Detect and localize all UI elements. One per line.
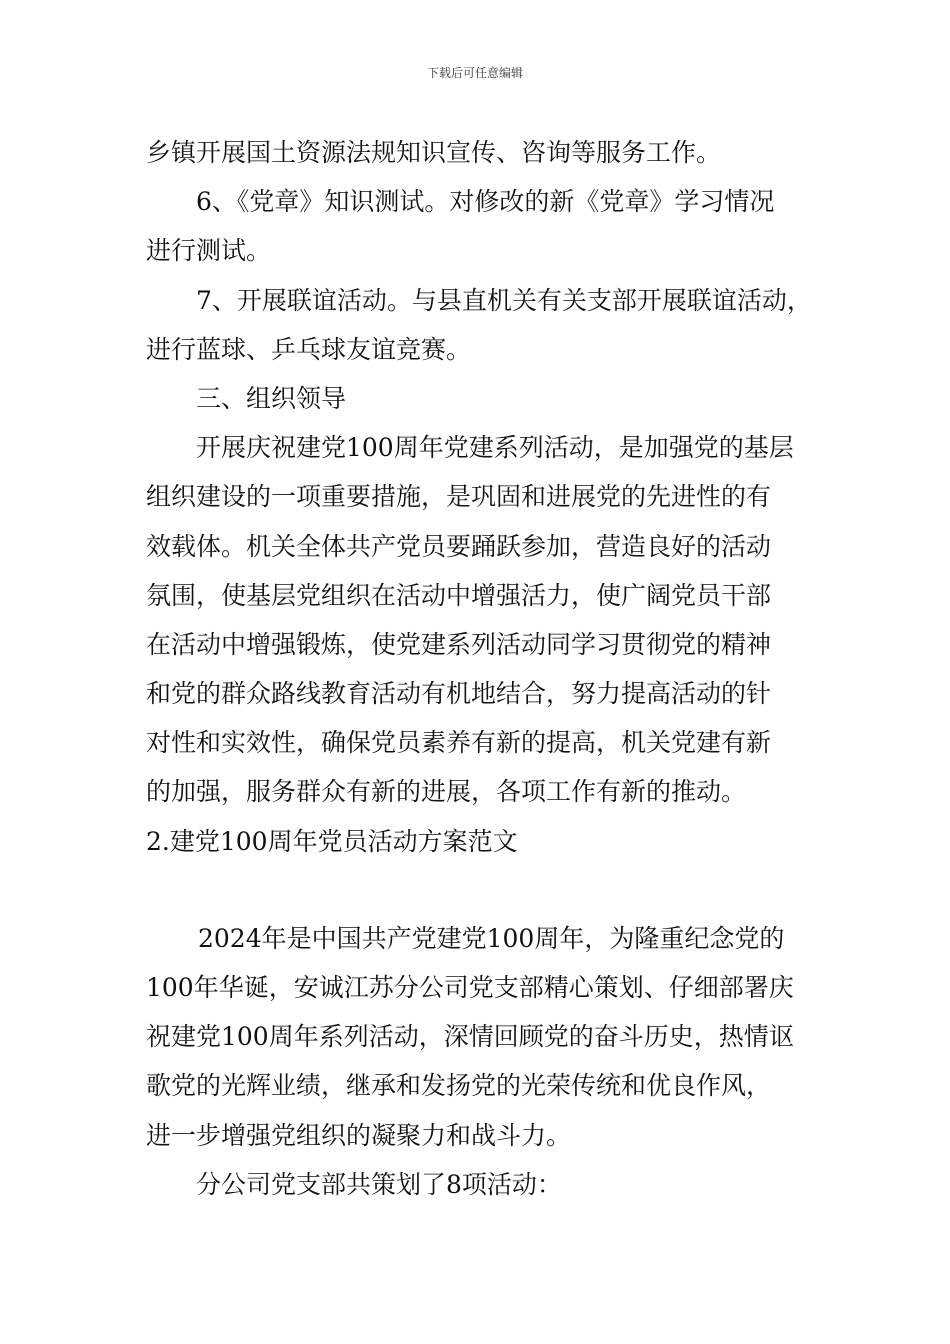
text-line: 祝建党100周年系列活动，深情回顾党的奋斗历史，热情讴 — [146, 1022, 794, 1052]
text-line: 进行蓝球、乒乓球友谊竞赛。 — [146, 334, 472, 364]
article-title: 2.建党100周年党员活动方案范文 — [146, 826, 518, 856]
spacer — [146, 866, 812, 914]
text-line: 的加强，服务群众有新的进展，各项工作有新的推动。 — [146, 777, 747, 807]
text-line: 对性和实效性，确保党员素养有新的提高，机关党建有新 — [146, 728, 772, 758]
section-heading: 三、组织领导 — [196, 383, 347, 413]
text-line: 歌党的光辉业绩，继承和发扬党的光荣传统和优良作风， — [146, 1071, 772, 1101]
text-line: 6、《党章》知识测试。对修改的新《党章》学习情况 — [196, 187, 775, 217]
text-line: 效载体。机关全体共产党员要踊跃参加，营造良好的活动 — [146, 531, 772, 561]
text-line: 100年华诞，安诚江苏分公司党支部精心策划、仔细部署庆 — [146, 973, 794, 1002]
text-line: 在活动中增强锻炼，使党建系列活动同学习贯彻党的精神 — [146, 629, 772, 659]
text-line: 乡镇开展国土资源法规知识宣传、咨询等服务工作。 — [146, 138, 722, 167]
text-line: 开展庆祝建党100周年党建系列活动，是加强党的基层 — [196, 433, 794, 463]
text-line: 7、开展联谊活动。与县直机关有关支部开展联谊活动， — [196, 285, 812, 315]
document-body — [146, 128, 812, 1209]
text-line: 进行测试。 — [146, 236, 272, 266]
text-line: 分公司党支部共策划了8项活动： — [196, 1169, 562, 1199]
text-line: 组织建设的一项重要措施，是巩固和进展党的先进性的有 — [146, 482, 772, 512]
page-header: 下载后可任意编辑 — [426, 66, 523, 80]
text-line: 进一步增强党组织的凝聚力和战斗力。 — [146, 1120, 572, 1150]
text-line: 和党的群众路线教育活动有机地结合，努力提高活动的针 — [146, 679, 772, 709]
text-line: 2024年是中国共产党建党100周年，为隆重纪念党的 — [198, 923, 785, 953]
text-line: 氛围，使基层党组织在活动中增强活力，使广阔党员干部 — [146, 580, 772, 610]
